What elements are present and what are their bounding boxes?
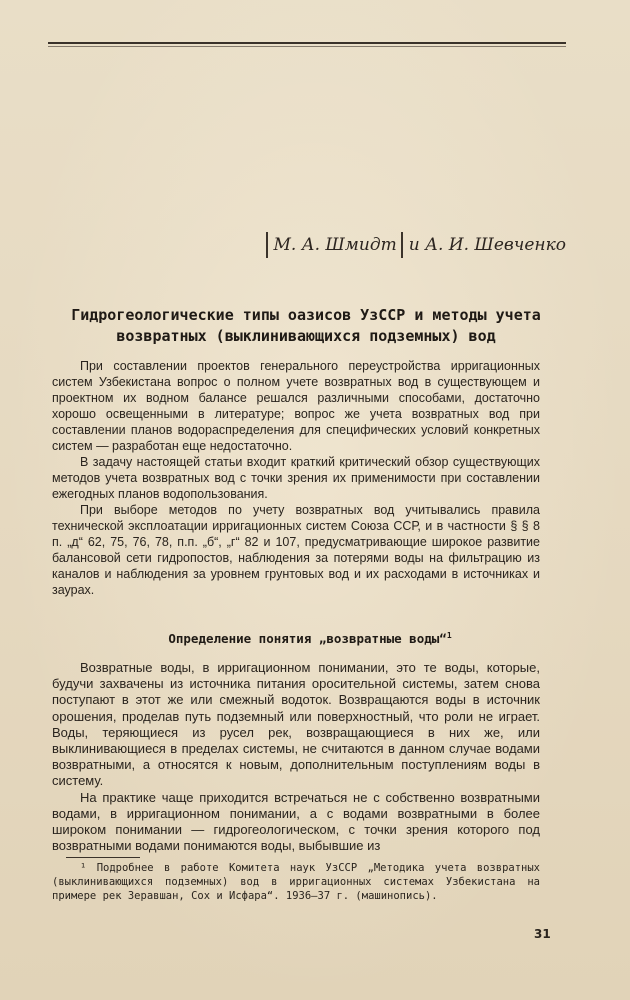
intro-section — [52, 358, 540, 598]
footnote — [52, 861, 540, 903]
section-paragraph: Возвратные воды, в ирригационном понимании, это те воды, которые, будучи захвачены из источника питания оросительной системы, затем снова поступают в этот же или смежный водоток. Возвращаются воды в источник орошения, проделав путь подземный или поверхностный, что роли не играет. Воды, теряющиеся из русел рек, возвращающиеся в них же, или выклинивающиеся в пределах системы, не считаются в данном случае водами возвратными, а относятся к новым, дополнительным поступлениям воды в систему. — [52, 660, 540, 789]
section-body — [52, 660, 540, 854]
footnote-marker: 1 — [446, 631, 452, 640]
footnote-rule — [66, 857, 140, 858]
section-paragraph: На практике чаще приходится встречаться не с собственно возвратными водами, в ирригационном понимании, а с водами возвратными в более широком понимании — гидрогеологическом, с точки зрения которого под возвратными водами понимаются воды, выбывшие из — [52, 789, 540, 854]
section-heading-text: Определение понятия „возвратные воды“ — [168, 631, 447, 647]
intro-paragraph: В задачу настоящей статьи входит краткий критический обзор существующих методов учета возвратных вод с точки зрения их применимости при составлении ежегодных планов водопользования. — [52, 455, 540, 501]
authors-line — [0, 232, 566, 258]
page-number: 31 — [534, 927, 551, 941]
intro-paragraph: При выборе методов по учету возвратных вод учитывались правила технической эксплоатации ирригационных систем Союза ССР, и в частности § § 8 п. „д“ 62, 75, 76, 78, п.п. „б“, „г“ 82 и 107, предусматривающие широкое развитие балансовой сети гидропостов, наблюдения за потерями воды на фильтрацию из каналов и наблюдения за уровнем грунтовых вод и их расходами в источниках и заурах. — [52, 503, 540, 597]
footnote-text: ¹ Подробнее в работе Комитета наук УзССР „Методика учета возвратных (выклинивающихся подземных) вод в ирригационных системах Узбекистана на примере рек Зеравшан, Сох и Исфара“. 1936—37 г. (машинопись). — [52, 862, 540, 902]
intro-paragraph: При составлении проектов генерального переустройства ирригационных систем Узбекистана вопрос о полном учете возвратных вод в существующем и проектном их водном балансе решался различными способами, достаточно хорошо освещенными в литературе; вопрос же учета возвратных вод при составлении планов водораспределения для специфических условий конкретных систем — разработан еще недостаточно. — [52, 359, 540, 453]
author-others: и А. И. Шевченко — [408, 235, 566, 255]
top-rule — [48, 42, 566, 44]
author-first: М. А. Шмидт — [266, 232, 403, 258]
top-rule-thin — [48, 46, 566, 47]
section-heading — [40, 627, 580, 647]
article-title: Гидрогеологические типы оазисов УзССР и методы учета возвратных (выклинивающихся подземных) вод — [71, 306, 541, 345]
